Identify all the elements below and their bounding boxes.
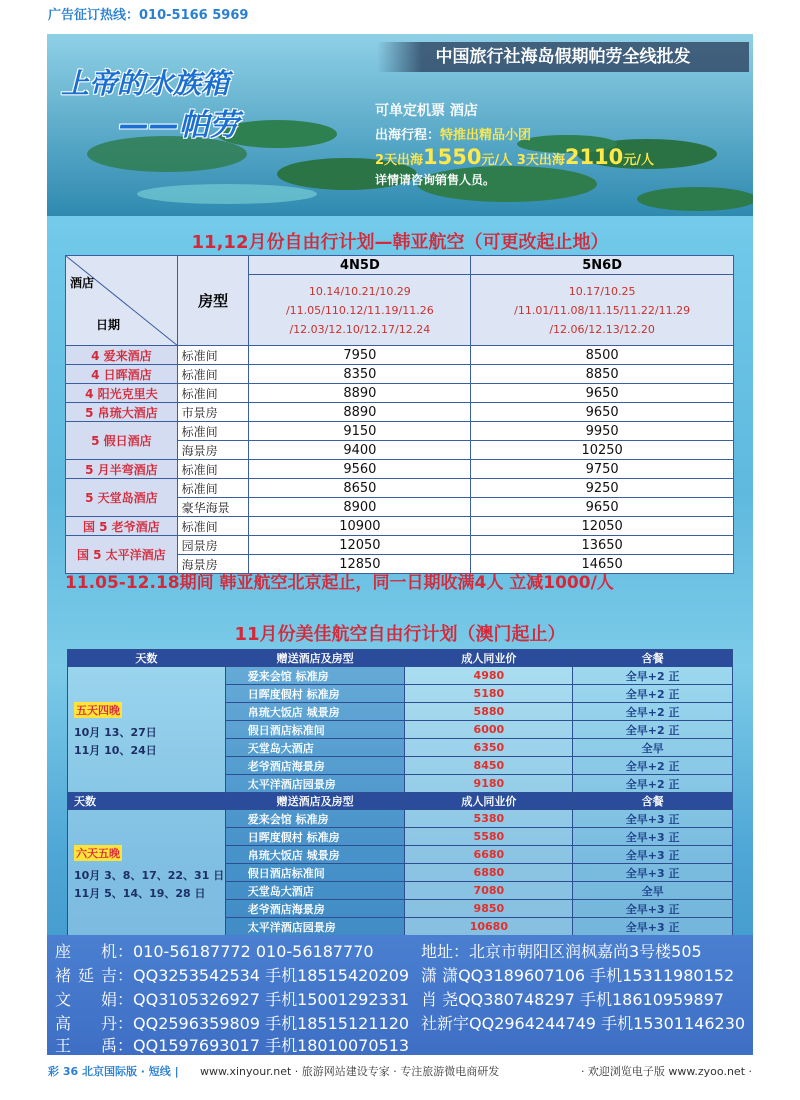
date-line: /11.01/11.08/11.15/11.22/11.29: [514, 303, 691, 317]
price-5n6d: 13650: [471, 536, 734, 555]
table-row: [66, 536, 734, 555]
table-row: [66, 403, 734, 422]
header-hotel: 赠送酒店及房型: [225, 650, 405, 667]
price-5n6d: 8500: [471, 346, 734, 365]
room-type: 标准间: [177, 384, 249, 403]
hotel-room: 假日酒店标准间: [225, 721, 405, 739]
price-4n5d: 8890: [249, 403, 471, 422]
contact-label: 座 机: [55, 942, 117, 961]
room-type: 海景房: [177, 441, 249, 460]
hotel-room: 爱来会馆 标准房: [225, 667, 405, 685]
footer-page-section: 彩 36 北京国际版 · 短线 |: [48, 1065, 179, 1078]
header-hotel: 赠送酒店及房型: [225, 793, 405, 810]
room-type: 标准间: [177, 365, 249, 384]
meal: 全早+2 正: [573, 757, 733, 775]
three-day-price: 2110: [564, 145, 624, 169]
date-line: /11.05/110.12/11.19/11.26: [285, 303, 434, 317]
price: 5380: [405, 810, 573, 828]
meal: 全早+3 正: [573, 846, 733, 864]
contact-text: ：QQ3253542534 手机18515420209: [117, 966, 410, 985]
price: 9180: [405, 775, 573, 793]
ad-hotline: 广告征订热线：010-5166 5969: [48, 8, 249, 23]
price-5n6d: 9750: [471, 460, 734, 479]
price-5n6d: 9650: [471, 498, 734, 517]
date-line: /12.03/12.10/12.17/12.24: [289, 322, 431, 336]
hotel-name: 4 爱来酒店: [66, 346, 178, 365]
two-day-price: 1550: [423, 145, 482, 169]
room-type: 标准间: [177, 517, 249, 536]
hotel-room: 老爷酒店海景房: [225, 900, 405, 918]
price-4n5d: 9400: [249, 441, 471, 460]
group-date-line: 11月 10、24日: [74, 743, 157, 757]
price-5n6d: 14650: [471, 555, 734, 574]
header-price: 成人同业价: [405, 793, 573, 810]
table-row: [66, 346, 734, 365]
room-type: 园景房: [177, 536, 249, 555]
contact-row: [55, 1033, 409, 1055]
table-row: [66, 422, 734, 441]
contact-row: [55, 987, 409, 1010]
table-header-row: [68, 793, 733, 810]
hotel-room: 太平洋酒店园景房: [225, 775, 405, 793]
address: 地址：北京市朝阳区润枫嘉尚3号楼505: [421, 942, 702, 961]
room-type: 市景房: [177, 403, 249, 422]
price: 6880: [405, 864, 573, 882]
price-5n6d: 9650: [471, 384, 734, 403]
contact-label: 高 丹: [55, 1014, 117, 1033]
header-days: 天数: [68, 650, 226, 667]
contact-right: 社新宇QQ2964244749 手机15301146230: [421, 1014, 746, 1033]
header-5n6d: 5N6D: [471, 256, 734, 275]
dates-5n6d: [471, 275, 734, 346]
two-day-unit: 元/人: [481, 153, 517, 168]
slogan-line1: 上帝的水族箱: [61, 67, 230, 100]
meal: 全早: [573, 739, 733, 757]
header-room: 房型: [177, 256, 249, 346]
price: 6000: [405, 721, 573, 739]
room-type: 标准间: [177, 422, 249, 441]
hotel-room: 帛琉大饭店 城景房: [225, 703, 405, 721]
price: 10680: [405, 918, 573, 936]
contact-panel: [47, 935, 753, 1055]
trip-label: 出海行程：: [375, 128, 441, 143]
hotel-room: 天堂岛大酒店: [225, 739, 405, 757]
meal: 全早+3 正: [573, 864, 733, 882]
price-5n6d: 9950: [471, 422, 734, 441]
price-5n6d: 8850: [471, 365, 734, 384]
hotel-name: 5 天堂岛酒店: [66, 479, 178, 517]
meal: 全早+2 正: [573, 721, 733, 739]
section1-title: 11,12月份自由行计划—韩亚航空（可更改起止地）: [191, 232, 609, 253]
hotel-name: 4 阳光克里夫: [66, 384, 178, 403]
dates-4n5d: [249, 275, 471, 346]
hotel-name: 5 假日酒店: [66, 422, 178, 460]
meal: 全早+3 正: [573, 828, 733, 846]
price-4n5d: 12050: [249, 536, 471, 555]
price-5n6d: 10250: [471, 441, 734, 460]
banner: [47, 34, 753, 216]
table-header-row: [68, 650, 733, 667]
hotel-name: 国 5 老爷酒店: [66, 517, 178, 536]
contact-row: [55, 939, 374, 962]
hotel-name: 国 5 太平洋酒店: [66, 536, 178, 574]
hotel-room: 老爷酒店海景房: [225, 757, 405, 775]
banner-info: [375, 100, 654, 188]
meal: 全早+2 正: [573, 775, 733, 793]
consult-line: 详情请咨询销售人员。: [375, 173, 496, 187]
header-meal: 含餐: [573, 650, 733, 667]
price: 7080: [405, 882, 573, 900]
contact-label: 王 禹: [55, 1036, 117, 1055]
table-row: [66, 517, 734, 536]
contact-text: ：QQ1597693017 手机18010070513: [117, 1036, 410, 1055]
price: 6680: [405, 846, 573, 864]
table-row: [68, 810, 733, 828]
two-day-label: 2天出海: [375, 153, 424, 168]
table-row: [66, 460, 734, 479]
table-row: [66, 384, 734, 403]
group-tag: 六天五晚: [76, 846, 120, 860]
price: 5580: [405, 828, 573, 846]
room-type: 豪华海景: [177, 498, 249, 517]
price-line: [375, 145, 654, 169]
table-row: [66, 365, 734, 384]
date-line: /12.06/12.13/12.20: [549, 322, 655, 336]
price: 9850: [405, 900, 573, 918]
price-4n5d: 7950: [249, 346, 471, 365]
group-date-line: 11月 5、14、19、28 日: [74, 886, 206, 900]
section2-title: 11月份美佳航空自由行计划（澳门起止）: [234, 624, 566, 645]
contact-right: 肖 尧QQ380748297 手机18610959897: [421, 990, 724, 1009]
price-5n6d: 9650: [471, 403, 734, 422]
slogan-line2: ——帕劳: [119, 108, 239, 143]
table-header-row: [66, 256, 734, 275]
header-price: 成人同业价: [405, 650, 573, 667]
three-day-label: 3天出海: [516, 153, 565, 168]
header-4n5d: 4N5D: [249, 256, 471, 275]
header-hotel: 酒店: [70, 276, 95, 290]
ticket-hotel-line: 可单定机票 酒店: [375, 103, 478, 119]
hotel-room: 爱来会馆 标准房: [225, 810, 405, 828]
contact-text: ：QQ3105326927 手机15001292331: [117, 990, 410, 1009]
diagonal-divider: [66, 256, 178, 346]
meal: 全早+2 正: [573, 685, 733, 703]
meal: 全早: [573, 882, 733, 900]
hotel-name: 5 帛琉大酒店: [66, 403, 178, 422]
date-line: 10.17/10.25: [568, 284, 636, 298]
price: 8450: [405, 757, 573, 775]
meal: 全早+2 正: [573, 667, 733, 685]
group-date-line: 10月 13、27日: [74, 725, 157, 739]
price-5n6d: 9250: [471, 479, 734, 498]
contact-text: ：010-56187772 010-56187770: [117, 942, 374, 961]
price: 6350: [405, 739, 573, 757]
three-day-unit: 元/人: [623, 153, 655, 168]
hotel-room: 太平洋酒店园景房: [225, 918, 405, 936]
price-5n6d: 12050: [471, 517, 734, 536]
price-4n5d: 9560: [249, 460, 471, 479]
table-row: [68, 667, 733, 685]
meal: 全早+2 正: [573, 703, 733, 721]
contact-label: 褚延吉: [55, 966, 117, 985]
room-type: 标准间: [177, 346, 249, 365]
hotel-name: 5 月半弯酒店: [66, 460, 178, 479]
trip-value: 特推出精品小团: [440, 128, 532, 143]
room-type: 海景房: [177, 555, 249, 574]
contact-row: [55, 1011, 409, 1034]
promo-text: 11.05-12.18期间 韩亚航空北京起止，同一日期收满4人 立减1000/人: [65, 573, 614, 593]
flyer-page: [47, 34, 753, 1055]
contact-text: ：QQ2596359809 手机18515121120: [117, 1014, 410, 1033]
meal: 全早+3 正: [573, 918, 733, 936]
hotel-room: 天堂岛大酒店: [225, 882, 405, 900]
hotel-room: 假日酒店标准间: [225, 864, 405, 882]
price-4n5d: 9150: [249, 422, 471, 441]
price-4n5d: 12850: [249, 555, 471, 574]
hotel-room: 日晖度假村 标准房: [225, 828, 405, 846]
hana-price-table: [65, 255, 734, 574]
price-4n5d: 8890: [249, 384, 471, 403]
group-days-cell: [68, 810, 226, 936]
price-4n5d: 8650: [249, 479, 471, 498]
hotel-name: 4 日晖酒店: [66, 365, 178, 384]
price-4n5d: 8350: [249, 365, 471, 384]
date-line: 10.14/10.21/10.29: [308, 284, 411, 298]
meal: 全早+3 正: [573, 810, 733, 828]
group-tag: 五天四晚: [76, 703, 120, 717]
header-meal: 含餐: [573, 793, 733, 810]
contact-right: 潇 潇QQ3189607106 手机15311980152: [421, 966, 735, 985]
room-type: 标准间: [177, 479, 249, 498]
contact-row: [55, 963, 409, 986]
price-4n5d: 8900: [249, 498, 471, 517]
hotel-room: 帛琉大饭店 城景房: [225, 846, 405, 864]
table-row: [66, 479, 734, 498]
macau-price-table: [67, 649, 733, 936]
meal: 全早+3 正: [573, 900, 733, 918]
hotel-date-header: [66, 256, 178, 346]
contact-label: 文 娟: [55, 990, 117, 1009]
hotel-room: 日晖度假村 标准房: [225, 685, 405, 703]
price: 5180: [405, 685, 573, 703]
header-date: 日期: [96, 318, 121, 332]
footer-ebook: · 欢迎浏览电子版 www.zyoo.net ·: [580, 1065, 752, 1078]
banner-title: 中国旅行社海岛假期帕劳全线批发: [377, 42, 749, 72]
footer-website: www.xinyour.net · 旅游网站建设专家 · 专注旅游微电商研发: [200, 1065, 500, 1078]
price: 4980: [405, 667, 573, 685]
group-date-line: 10月 3、8、17、22、31 日: [74, 868, 225, 882]
group-days-cell: [68, 667, 226, 793]
trip-line: [375, 124, 654, 143]
price-4n5d: 10900: [249, 517, 471, 536]
room-type: 标准间: [177, 460, 249, 479]
price: 5880: [405, 703, 573, 721]
header-days: 天数: [68, 793, 226, 810]
